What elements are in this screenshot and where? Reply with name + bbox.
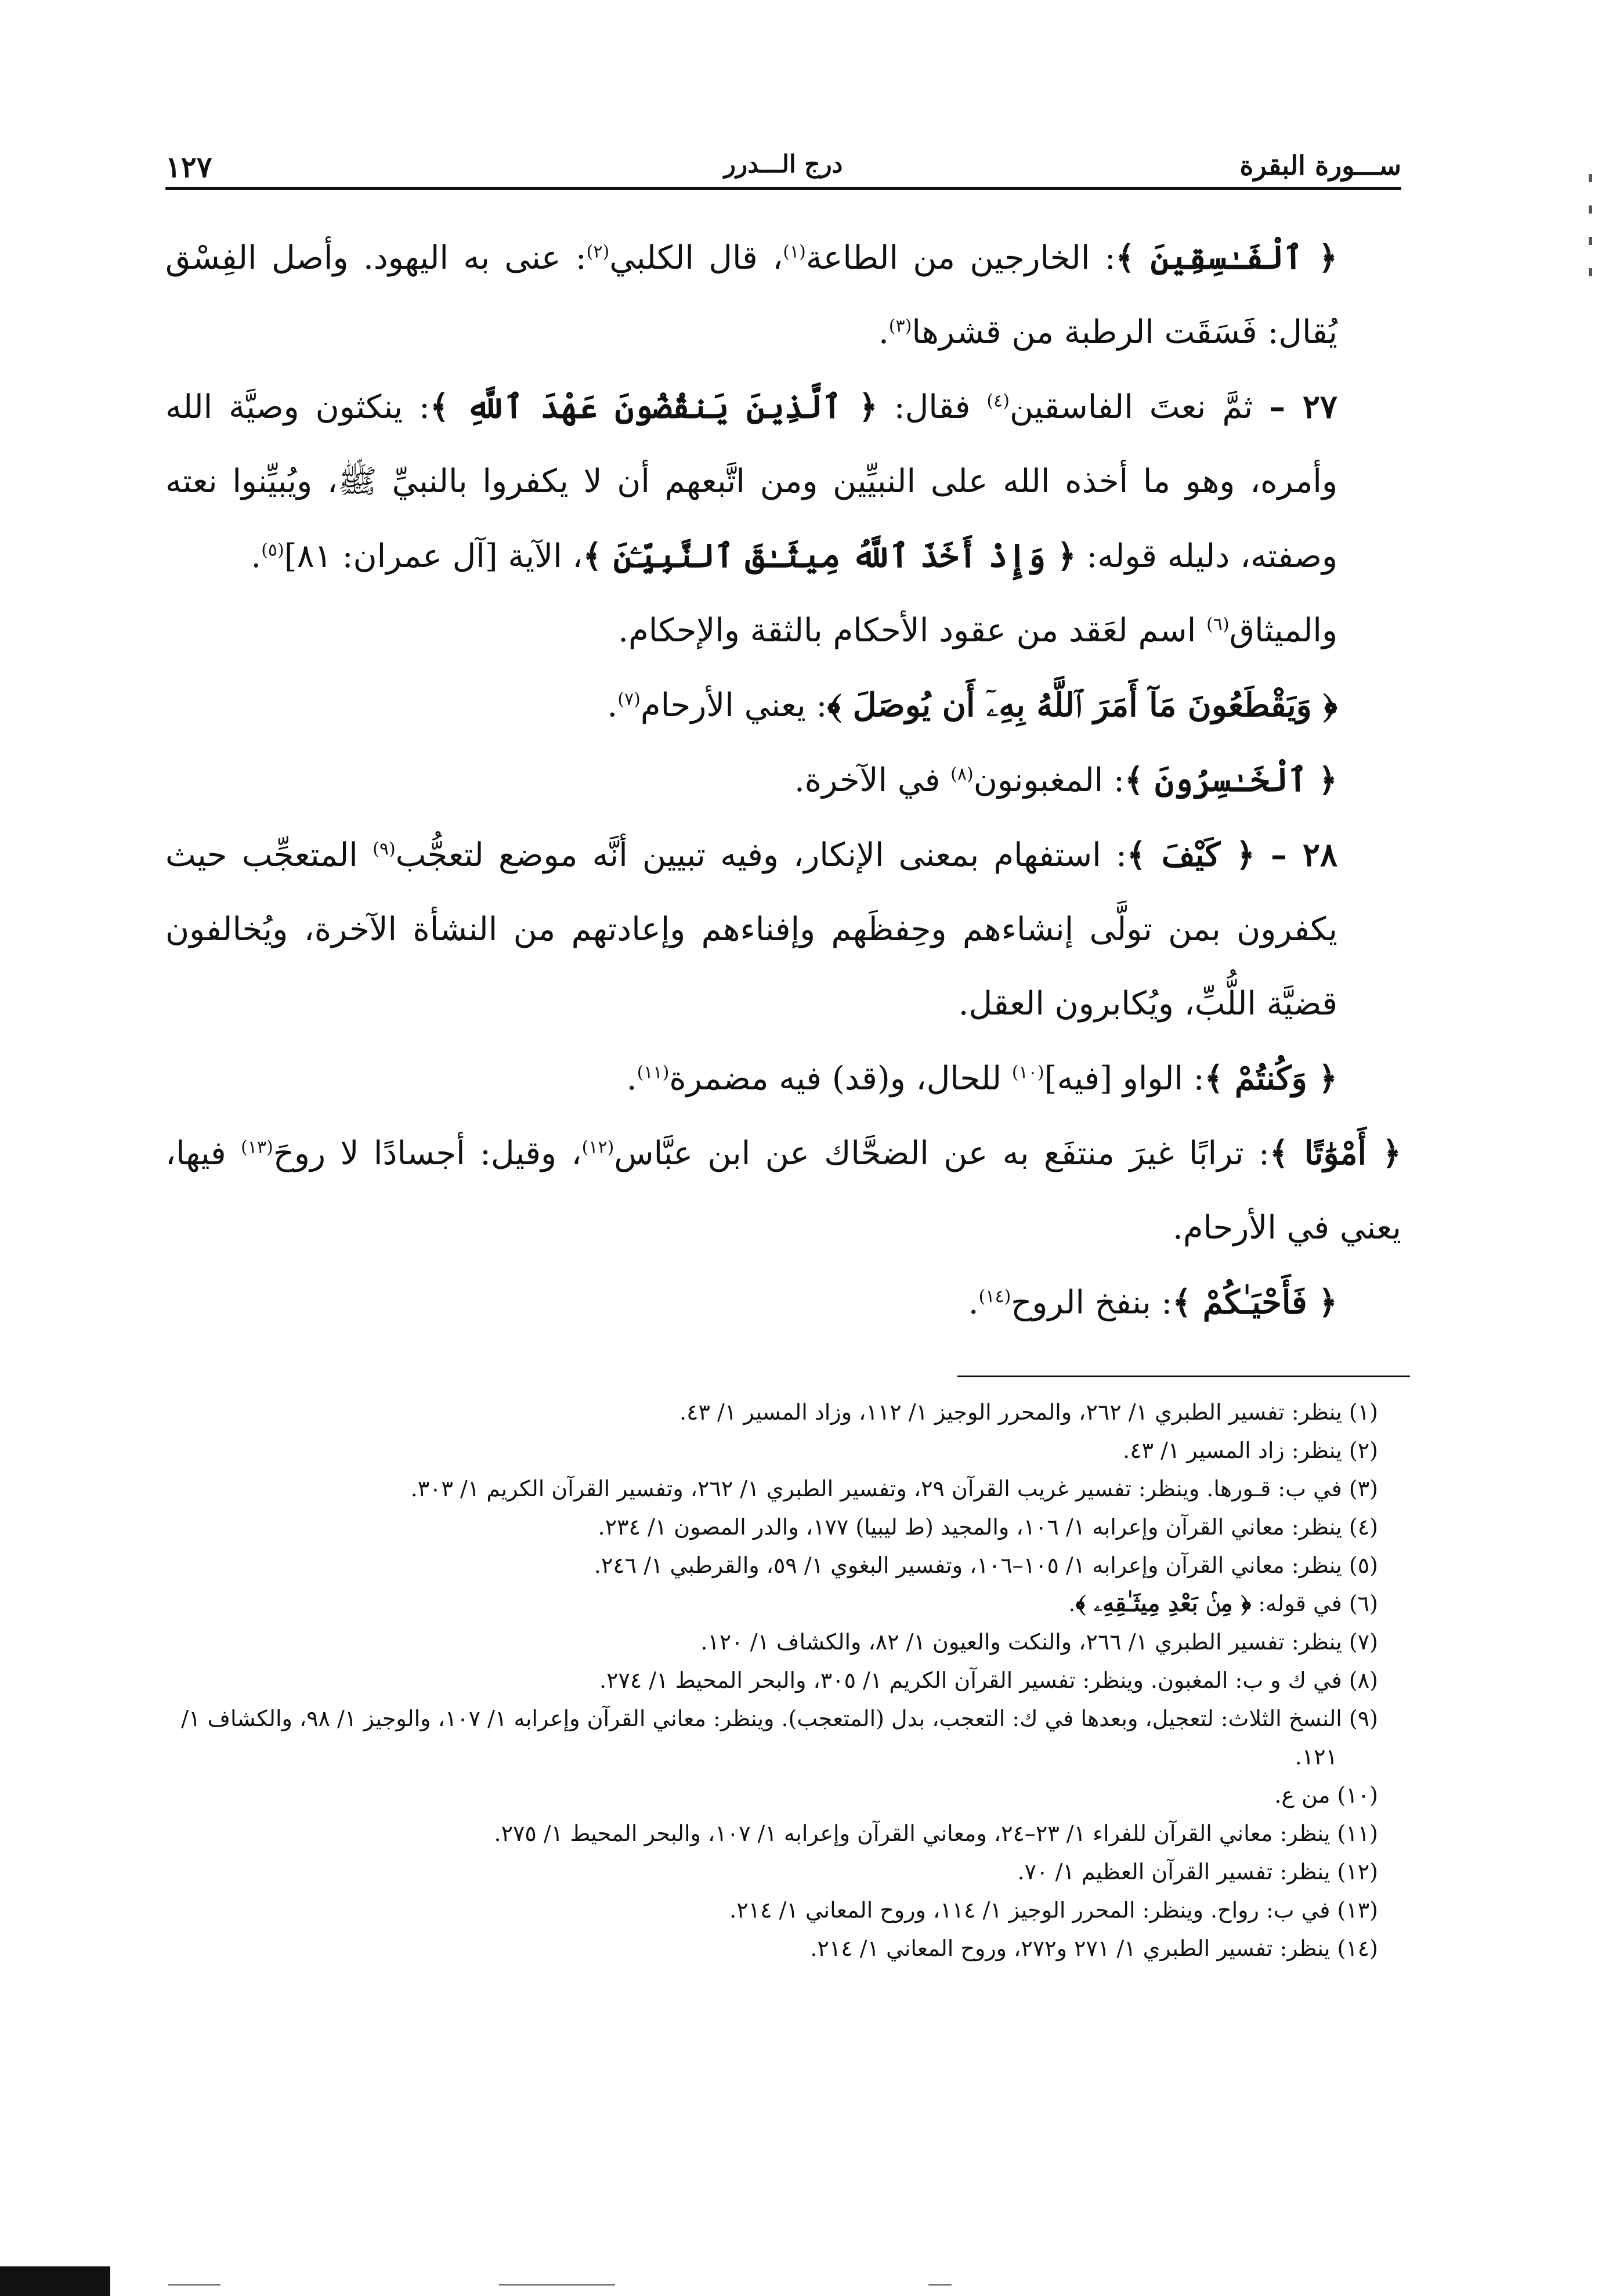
quran-quote: ﴿ ٱلْخَـٰسِرُونَ ﴾ (1124, 761, 1337, 799)
footnote-ref: (٦) (1206, 614, 1230, 635)
text: . (251, 537, 262, 575)
main-text (165, 221, 1401, 1340)
text: : ترابًا غيرَ منتفَع به عن الضحَّاك عن ابن عبَّاس (614, 1135, 1270, 1172)
footnote-ref: (٣) (888, 316, 912, 337)
footnote-ref: (٥) (261, 540, 284, 561)
text: فقال: (877, 388, 987, 426)
paragraph-yaqtaun (165, 668, 1401, 743)
text: ثمَّ نعتَ الفاسقين (1009, 388, 1270, 426)
footnote-10: (١٠) من ع. (1274, 1782, 1378, 1808)
text: فيها، يعني في الأرحام. (165, 1135, 1401, 1247)
quran-quote: ﴿ ٱلَّذِينَ يَنقُضُونَ عَهْدَ ٱللَّهِ ﴾ (429, 388, 878, 426)
footnote-ref: (١٤) (978, 1286, 1011, 1307)
text: ، وقيل: أجسادًا لا روحَ (273, 1135, 582, 1172)
footnote-ref: (٢) (586, 241, 610, 262)
text: . (607, 687, 618, 724)
paragraph-verse-28 (165, 818, 1401, 1041)
scan-corner-mark (0, 2266, 110, 2296)
quran-quote: ﴿ فَأَحْيَـٰكُمْ ﴾ (1172, 1283, 1337, 1322)
text: : عنى به اليهود. وأصل الفِسْق يُقال: فَسَقَت الرطبة من قشرها (165, 239, 1337, 351)
footnote-ref: (١٠) (1011, 1062, 1044, 1083)
text: اسم لعَقد من عقود الأحكام بالثقة والإحكام. (618, 612, 1207, 649)
paragraph-khasirun (165, 743, 1401, 818)
verse-number: ٢٧ – (1269, 388, 1337, 426)
quran-quote: ﴿ مِنۢ بَعْدِ مِيثَـٰقِهِۦ ﴾ (1075, 1590, 1252, 1617)
footnote-3: (٣) في ب: قـورها. وينظر: تفسير غريب القرآن ٢٩، وتفسير الطبري ١/ ٢٦٢، وتفسير القرآن الكريم ١/ ٣٠٣. (410, 1476, 1378, 1501)
footnote-ref: (١١) (637, 1062, 670, 1083)
quran-quote: ﴿ وَإِذْ أَخَذَ ٱللَّهُ مِيثَـٰقَ ٱلنَّبِيِّـۧنَ ﴾ (583, 537, 1076, 575)
footnote-ref: (١) (783, 241, 806, 262)
text: للحال، و(قد) فيه مضمرة (669, 1060, 1012, 1098)
quran-quote: ﴿ وَكُنتُمْ ﴾ (1204, 1059, 1337, 1098)
footnote-7: (٧) ينظر: تفسير الطبري ١/ ٢٦٦، والنكت والعيون ١/ ٨٢، والكشاف ١/ ١٢٠. (700, 1629, 1378, 1655)
text: : بنفخ الروح (1011, 1284, 1173, 1322)
text: ، قال الكلبي (609, 239, 783, 277)
book-title: درج الـــدرر (724, 150, 843, 178)
footnote-9: (٩) النسخ الثلاث: لتعجيل، وبعدها في ك: التعجب، بدل (المتعجب). وينظر: معاني القرآن وإعرابه ١/ ١٠٧، والوجيز ١/ ٩٨، والكشاف ١/ ١٢١. (181, 1706, 1378, 1770)
page-number: ١٢٧ (165, 150, 212, 184)
footnote-ref: (١٣) (241, 1137, 273, 1158)
surah-name: ســـورة البقرة (1239, 150, 1401, 181)
footnote-5: (٥) ينظر: معاني القرآن وإعرابه ١/ ١٠٥–١٠٦، وتفسير البغوي ١/ ٥٩، والقرطبي ١/ ٢٤٦. (594, 1553, 1378, 1578)
footnote-2: (٢) ينظر: زاد المسير ١/ ٤٣. (1123, 1438, 1378, 1463)
paragraph-ahyakum (165, 1265, 1401, 1340)
paragraph-fasiqin (165, 221, 1401, 370)
footnote-separator (957, 1376, 1410, 1377)
quran-quote: ﴿ ٱلْفَـٰسِقِينَ ﴾ (1115, 239, 1337, 277)
footnote-4: (٤) ينظر: معاني القرآن وإعرابه ١/ ١٠٦، والمجيد (ط ليبيا) ١٧٧، والدر المصون ١/ ٢٣٤. (598, 1514, 1378, 1540)
footnote-ref: (٧) (617, 689, 641, 710)
text: : الواو [فيه] (1044, 1060, 1205, 1098)
text: : يعني الأرحام (640, 687, 827, 724)
footnote-14: (١٤) ينظر: تفسير الطبري ١/ ٢٧١ و٢٧٢، وروح المعاني ١/ ٢١٤. (810, 1936, 1378, 1961)
text: : ينكثون وصيَّة الله وأمره، وهو ما أخذه الله على النبيِّين ومن اتَّبعهم أن لا يكفروا بالنبيِّ ﷺ، ويُبيِّنوا نعته وصفته، دليله قوله: (165, 388, 1338, 575)
footnote-6 (165, 1584, 1401, 1623)
text: المتعجِّب حيث يكفرون بمن تولَّى إنشاءهم وحِفظَهم وإفناءهم وإعادتهم من النشأة الآخرة، ويُخالفون قضيَّة اللُّبِّ، ويُكابرون العقل. (165, 836, 1337, 1023)
text: : استفهام بمعنى الإنكار، وفيه تبيين أنَّه موضع لتعجُّب (395, 836, 1127, 874)
footnote-11: (١١) ينظر: معاني القرآن للفراء ١/ ٢٣–٢٤، ومعاني القرآن وإعرابه ١/ ١٠٧، والبحر المحيط ١/ ٢٧٥. (494, 1821, 1378, 1846)
paragraph-amwatan (165, 1116, 1401, 1265)
right-margin-marks (1589, 174, 1593, 299)
footnote-13: (١٣) في ب: رواح. وينظر: المحرر الوجيز ١/ ١١٤، وروح المعاني ١/ ٢١٤. (729, 1897, 1378, 1923)
footnote-ref: (١٢) (581, 1137, 614, 1158)
footnote-ref: (٩) (373, 839, 396, 860)
footnote-ref: (٤) (986, 391, 1010, 411)
text: : المغبونون (973, 761, 1125, 799)
text: . (968, 1284, 979, 1322)
text: ، الآية [آل عمران: ٨١] (284, 537, 583, 575)
footnote-12: (١٢) ينظر: تفسير القرآن العظيم ١/ ٧٠. (1017, 1859, 1378, 1885)
footnote-1: (١) ينظر: تفسير الطبري ١/ ٢٦٢، والمحرر الوجيز ١/ ١١٢، وزاد المسير ١/ ٤٣. (679, 1399, 1378, 1425)
footnote-8: (٨) في ك و ب: المغبون. وينظر: تفسير القرآن الكريم ١/ ٣٠٥، والبحر المحيط ١/ ٢٧٤. (599, 1667, 1378, 1693)
verse-number: ٢٨ – (1270, 836, 1338, 874)
footnotes (165, 1393, 1401, 1968)
text: . (878, 313, 889, 351)
text: . (626, 1060, 637, 1098)
scan-line (499, 2284, 615, 2286)
paragraph-kuntum (165, 1041, 1401, 1116)
footnote-6-label: (٦) في قوله: (1251, 1591, 1378, 1616)
scan-line (168, 2284, 220, 2286)
scan-line (928, 2284, 952, 2286)
header-rule (165, 187, 1401, 190)
text: : الخارجين من الطاعة (805, 239, 1116, 277)
quran-quote: ﴿ أَمْوَٰتًا ﴾ (1269, 1134, 1401, 1172)
footnote-6-end: . (1068, 1591, 1076, 1616)
paragraph-mithaq (165, 594, 1401, 668)
paragraph-verse-27 (165, 370, 1401, 594)
text: في الآخرة. (794, 761, 951, 799)
quran-quote: ﴿ وَيَقْطَعُونَ مَآ أَمَرَ ٱللَّهُ بِهِۦٓ أَن يُوصَلَ ﴾ (827, 686, 1337, 724)
footnote-ref: (٨) (950, 764, 974, 785)
text: والميثاق (1229, 612, 1337, 649)
quran-quote: ﴿ كَيْفَ ﴾ (1126, 836, 1271, 874)
